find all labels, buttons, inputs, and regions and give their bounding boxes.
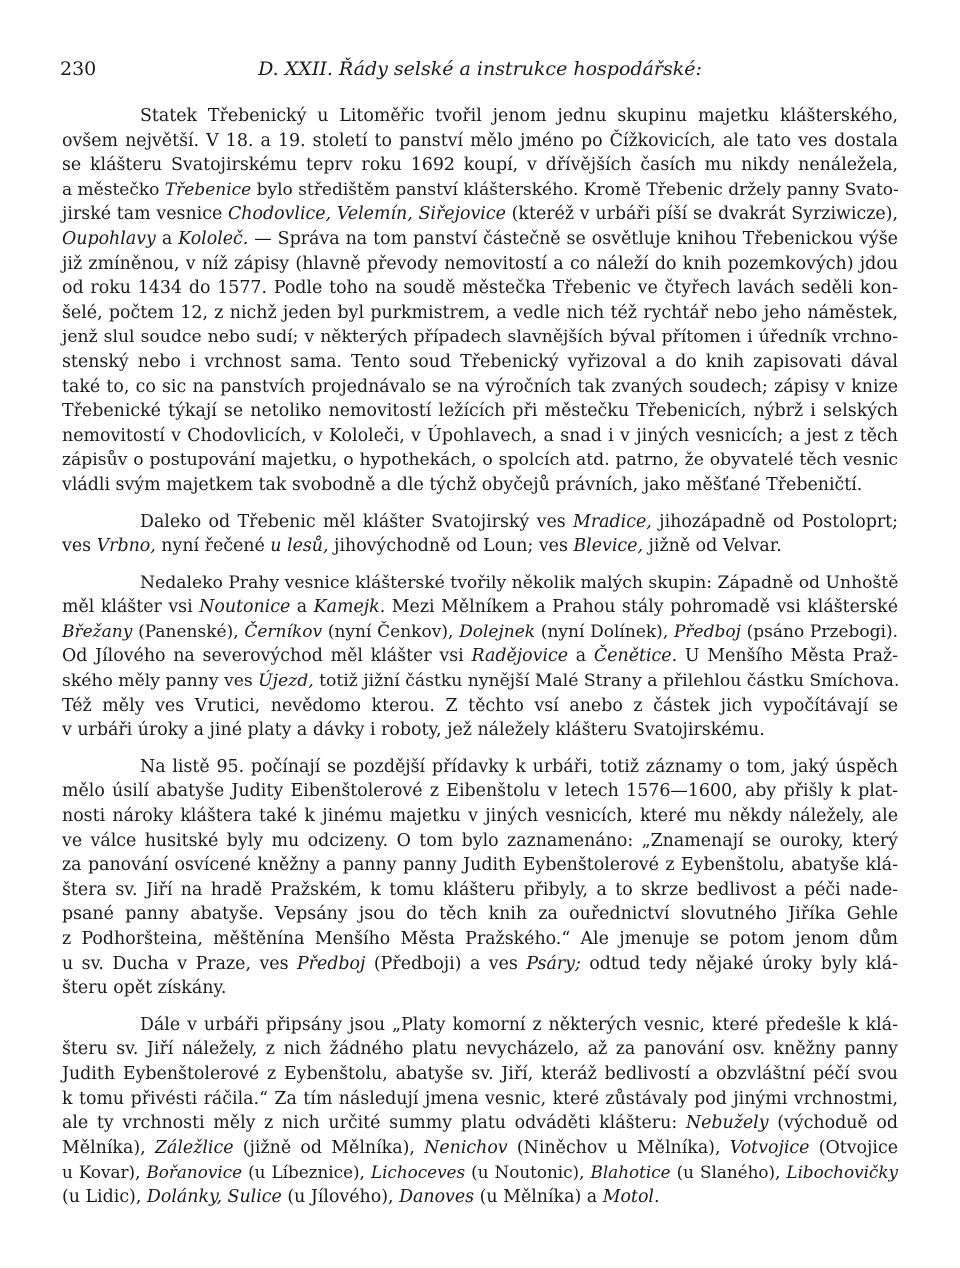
text-run: u sv. Ducha v Praze, ves <box>62 953 297 974</box>
text-run: mělo úsilí abatyše Judity Eibenštolerové z Eibenštolu v letech 1576—1600, aby přišly k plat- <box>62 781 898 802</box>
page-number: 230 <box>60 58 97 80</box>
text-line <box>62 1013 898 1038</box>
text-run: jihozápadně od Postoloprt; <box>651 511 898 532</box>
text-run: (u Líbeznice), <box>242 1162 371 1183</box>
text-run: nyní řečené <box>155 536 271 557</box>
text-run: šteru opět získány. <box>62 978 227 999</box>
text-line <box>62 853 898 878</box>
page-header <box>60 58 900 86</box>
text-line <box>62 399 898 424</box>
text-run: (u Slaného), <box>670 1162 787 1183</box>
text-run: (Niněchov u Mělníka), <box>507 1137 730 1158</box>
italic-name: Předboj <box>296 953 366 974</box>
text-run: — Správa na tom panství částečně se osvětluje knihou Třebenickou výše <box>248 228 898 249</box>
italic-name: Nenichov <box>424 1137 508 1158</box>
text-line <box>62 1185 898 1210</box>
text-run: (psáno Przebogi). <box>740 621 898 642</box>
italic-name: Vrbno, <box>96 536 156 557</box>
text-run: ského měly panny ves <box>62 671 259 692</box>
text-line <box>62 252 898 277</box>
italic-name: Oupohlavy <box>62 228 156 249</box>
italic-name: Motol. <box>602 1186 660 1207</box>
text-run: Mělníka), <box>62 1137 155 1158</box>
text-line <box>62 276 898 301</box>
text-run: (Otvojice <box>809 1137 899 1158</box>
text-run: (nyní Dolínek), <box>535 621 674 642</box>
text-line <box>62 129 898 154</box>
text-run: již zmíněnou, v níž zápisy (hlavně převody nemovitostí a co náleží do knih pozemkových) jdou <box>62 253 898 274</box>
text-line <box>62 473 898 498</box>
text-run: nosti nároky kláštera také k jinému majetku v jiných vesnicích, které mu někdy náležely, ale <box>62 806 898 827</box>
text-line <box>62 878 898 903</box>
text-run: (Panenské), <box>132 621 245 642</box>
text-line <box>62 104 898 129</box>
text-line <box>62 669 898 694</box>
italic-name: Třebenice <box>164 179 252 200</box>
italic-name: Blevice, <box>573 536 643 557</box>
text-run: vládli svým majetkem tak svobodně a dle týchž obyčejů právních, jako měšťané Třebeničtí. <box>62 474 863 495</box>
text-run: měl klášter vsi <box>62 597 200 618</box>
text-run: ve válce husitské byly mu odcizeny. O tom bylo zaznamenáno: „Znamenají se ouroky, který <box>62 830 898 851</box>
text-line <box>62 448 898 473</box>
text-line <box>62 718 898 743</box>
text-line <box>62 301 898 326</box>
italic-name: Lichoceves <box>370 1162 466 1183</box>
text-line <box>62 178 898 203</box>
text-run: zápisův o postupování majetku, o hypothekách, o spolcích atd. patrno, že obyvatelé těch vesnic <box>62 450 898 471</box>
text-line <box>62 571 898 596</box>
page-body <box>62 104 898 1210</box>
text-run: (jižně od Mělníka), <box>233 1137 425 1158</box>
text-run: od roku 1434 do 1577. Podle toho na soudě městečka Třebenic ve čtyřech lavách seděli kon- <box>62 278 898 299</box>
text-run: Judith Eybenštolerové z Eybenštolu, abatyše sv. Jiří, kteráž bedlivostí a obzvláštní péčí svou <box>62 1063 898 1084</box>
text-run: štera sv. Jiří na hradě Pražském, k tomu klášteru přibyly, a to skrze bedlivost a péči nade- <box>62 879 898 900</box>
text-line <box>62 595 898 620</box>
text-run: jižně od Velvar. <box>643 536 782 557</box>
text-run: v urbáři úroky a jiné platy a dávky i roboty, jež náležely klášteru Svatojirskému. <box>62 720 765 741</box>
italic-name: Nebužely <box>685 1113 769 1134</box>
text-line <box>62 350 898 375</box>
text-line <box>62 620 898 645</box>
text-run: ovšem největší. V 18. a 19. století to panství mělo jméno po Čížkovicích, ale tato ves dostala <box>62 130 898 151</box>
text-run: (u Lidic), <box>62 1186 147 1207</box>
text-line <box>62 325 898 350</box>
text-run: psané panny abatyše. Vepsány jsou do těch knih za ouřednictví slovutného Jiříka Gehle <box>62 904 898 925</box>
text-run: šelé, počtem 12, z nichž jeden byl purkmistrem, a vedle nich též rychtář nebo jeho náměstek, <box>62 302 898 323</box>
text-run: (u Mělníka) a <box>474 1186 603 1207</box>
text-run: a <box>290 597 314 618</box>
italic-name: Noutonice <box>199 597 291 618</box>
italic-name: Újezd, <box>258 671 314 692</box>
text-run: (kteréž v urbáři píší se dvakrát Syrziwicze), <box>505 204 898 225</box>
text-run: (nyní Čenkov), <box>322 621 460 642</box>
text-line <box>62 153 898 178</box>
text-run: jenž slul soudce nebo sudí; v některých případech slavnějších býval přítomen i úředník vrchno- <box>62 327 898 348</box>
italic-name: Libochovičky <box>786 1162 898 1183</box>
text-line <box>62 424 898 449</box>
text-run: totiž jižní částku nynější Malé Strany a přilehlou částku Smíchova. <box>313 671 900 692</box>
text-run: Na listě 95. počínají se pozdější přídavky k urbáři, totiž záznamy o tom, jaký úspěch <box>140 756 898 777</box>
text-run: jihovýchodně od Loun; ves <box>328 536 574 557</box>
text-line <box>62 927 898 952</box>
text-line <box>62 1111 898 1136</box>
text-line <box>62 1160 898 1185</box>
text-run: Též měly ves Vrutici, nevědomo kterou. Z těchto vsí anebo z částek jich vypočítávají se <box>62 695 898 716</box>
text-line <box>62 755 898 780</box>
text-run: Od Jílového na severovýchod měl klášter vsi <box>62 646 472 667</box>
text-line <box>62 1037 898 1062</box>
text-run: (východuě od <box>768 1113 898 1134</box>
text-run: za panování osvícené kněžny a panny panny Judith Eybenštolerové z Eybenštolu, abatyše klá- <box>62 855 898 876</box>
paragraph <box>62 571 898 743</box>
italic-name: Předboj <box>673 621 741 642</box>
text-line <box>62 1087 898 1112</box>
italic-name: Břežany <box>62 621 133 642</box>
text-line <box>62 1136 898 1161</box>
italic-name: Blahotice <box>590 1162 671 1183</box>
text-line <box>62 375 898 400</box>
text-line <box>62 644 898 669</box>
text-line <box>62 779 898 804</box>
text-run: U Menšího Města Praž- <box>677 646 898 667</box>
italic-name: Chodovlice, Velemín, Siřejovice <box>228 204 506 225</box>
text-run: (Předboji) a ves <box>365 953 527 974</box>
italic-name: Černíkov <box>244 621 323 642</box>
text-run: a městečko <box>62 179 165 200</box>
text-run: Třebenické týkají se netoliko nemovitostí ležících při městečku Třebenicích, nýbrž i selských <box>62 401 898 422</box>
text-line <box>62 902 898 927</box>
text-line <box>62 227 898 252</box>
italic-name: Kamejk. <box>313 597 386 618</box>
text-run: k tomu přivésti ráčila.“ Za tím následují jmena vesnic, které zůstávaly pod jinými vrchnostmi, <box>62 1088 898 1109</box>
paragraph <box>62 1013 898 1210</box>
italic-name: Dolejnek <box>459 621 536 642</box>
text-run: Statek Třebenický u Litoměřic tvořil jenom jednu skupinu majetku klášterského, <box>140 106 898 126</box>
text-line <box>62 510 898 535</box>
text-line <box>62 952 898 977</box>
text-run: (u Jílového), <box>281 1186 400 1207</box>
italic-name: Čenětice. <box>593 646 678 667</box>
italic-name: Psáry; <box>526 953 581 974</box>
text-line <box>62 804 898 829</box>
italic-name: Votvojice <box>729 1137 810 1158</box>
text-run: bylo středištěm panství klášterského. Kromě Třebenic držely panny Svato- <box>251 179 899 200</box>
text-line <box>62 1062 898 1087</box>
italic-name: Záležlice <box>154 1137 234 1158</box>
italic-name: Bořanovice <box>146 1162 243 1183</box>
text-run: a <box>155 228 179 249</box>
text-run: ves <box>62 536 97 557</box>
text-run: Dále v urbáři připsány jsou „Platy komorní z některých vesnic, které předešle k klá- <box>140 1014 898 1035</box>
text-run: se klášteru Svatojirskému teprv roku 1692 koupí, v dřívějších časích mu nikdy nenáležela, <box>62 155 898 176</box>
text-line <box>62 829 898 854</box>
text-run: a <box>568 646 594 667</box>
italic-name: Radějovice <box>471 646 569 667</box>
text-run: nemovitostí v Chodovlicích, v Kololeči, v Úpohlavech, a snad i v jiných vesnicích; a jest z těch <box>62 425 898 446</box>
text-run: u Kovar), <box>62 1162 147 1183</box>
text-run: Nedaleko Prahy vesnice klášterské tvořily několik malých skupin: Západně od Unhoště <box>140 572 899 593</box>
text-run: šteru sv. Jiří náležely, z nich žádného platu nevycházelo, až za panování osv. kněžny panny <box>62 1039 898 1060</box>
text-line <box>62 534 898 559</box>
text-run: také to, co sic na panstvích projednávalo se na výročních tak zvaných soudech; zápisy v knize <box>62 376 898 397</box>
italic-name: Mradice, <box>573 511 652 532</box>
text-line <box>62 694 898 719</box>
italic-name: u lesů, <box>270 536 329 557</box>
text-run: Mezi Mělníkem a Prahou stály pohromadě vsi klášterské <box>385 597 898 618</box>
italic-name: Kololeč. <box>178 228 249 249</box>
paragraph <box>62 755 898 1001</box>
text-run: odtud tedy nějaké úroky byly klá- <box>580 953 898 974</box>
text-run: (u Noutonic), <box>465 1162 591 1183</box>
text-line <box>62 976 898 1001</box>
italic-name: Dolánky, Sulice <box>146 1186 282 1207</box>
text-run: Daleko od Třebenic měl klášter Svatojirský ves <box>140 511 574 532</box>
text-run: z Podhoršteina, měštěnína Menšího Města Pražského.“ Ale jmenuje se potom jenom dům <box>62 929 898 949</box>
text-line <box>62 202 898 227</box>
text-run: ale ty vrchnosti měly z nich určité summy platu odváděti klášteru: <box>62 1113 686 1134</box>
text-run: stenský nebo i vrchnost sama. Tento soud Třebenický vyřizoval a do knih zapisovati dával <box>62 351 898 372</box>
running-title: D. XXII. Řády selské a instrukce hospodářské: <box>258 58 702 80</box>
text-run: jirské tam vesnice <box>62 204 228 225</box>
paragraph <box>62 510 898 559</box>
italic-name: Danoves <box>399 1186 475 1207</box>
paragraph <box>62 104 898 498</box>
